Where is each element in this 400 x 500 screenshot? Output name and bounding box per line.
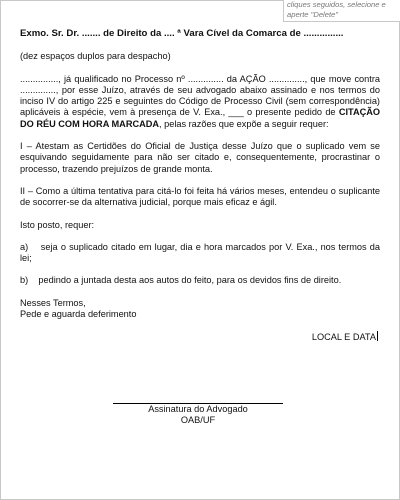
signature-label: Assinatura do Advogado <box>148 404 248 414</box>
local-and-date-text: LOCAL E DATA <box>311 332 376 343</box>
hint-box <box>283 0 400 22</box>
text-cursor <box>377 331 378 341</box>
local-and-date[interactable] <box>20 331 380 343</box>
hint-line-2: aperte "Delete" <box>287 10 338 19</box>
spacing-note: (dez espaços duplos para despacho) <box>20 51 171 62</box>
intro-paragraph <box>20 74 380 130</box>
document-body[interactable] <box>20 28 383 344</box>
document-header: Exmo. Sr. Dr. ....... de Direito da .... ª Vara Cível da Comarca de ............... <box>20 28 344 39</box>
item-i-paragraph: I – Atestam as Certidões do Oficial de Justiça desse Juízo que o suplicado vem se esquivando seguidamente para não ser citado e, consequentemente, procrastinar o processo, trazendo prejuízos de grande monta. <box>20 141 380 174</box>
intro-text-2: , pelas razões que expõe a seguir requer: <box>159 118 329 129</box>
intro-bold: CITAÇÃO DO RÉU COM HORA MARCADA <box>20 107 380 129</box>
posto-line: Isto posto, requer: <box>20 219 95 230</box>
intro-text-1: ..............., já qualificado no Processo nº .............. da AÇÃO .............., que move contra .............., por esse Juízo, através de seu advogado abaixo assinado e nos termos do inciso IV do artigo 225 e seguintes do Código de Processo Civil (sem correspondência) aplicáveis à espécie, vem à presença de V. Exa., ___ o presente pedido de <box>20 73 380 118</box>
oab-label: OAB/UF <box>180 415 216 425</box>
request-a: a) seja o suplicado citado em lugar, dia e hora marcados por V. Exa., nos termos da lei; <box>20 241 383 264</box>
closing-line-1: Nesses Termos, <box>20 297 86 308</box>
closing-line-2: Pede e aguarda deferimento <box>20 309 137 320</box>
request-b: b) pedindo a juntada desta aos autos do feito, para os devidos fins de direito. <box>20 275 342 286</box>
hint-line-1: cliques seguidos, selecione e <box>287 0 386 9</box>
item-ii-paragraph: II – Como a última tentativa para citá-lo foi feita há vários meses, entendeu o suplicante de socorrer-se da alternativa judicial, porque mais eficaz e ágil. <box>20 185 380 208</box>
